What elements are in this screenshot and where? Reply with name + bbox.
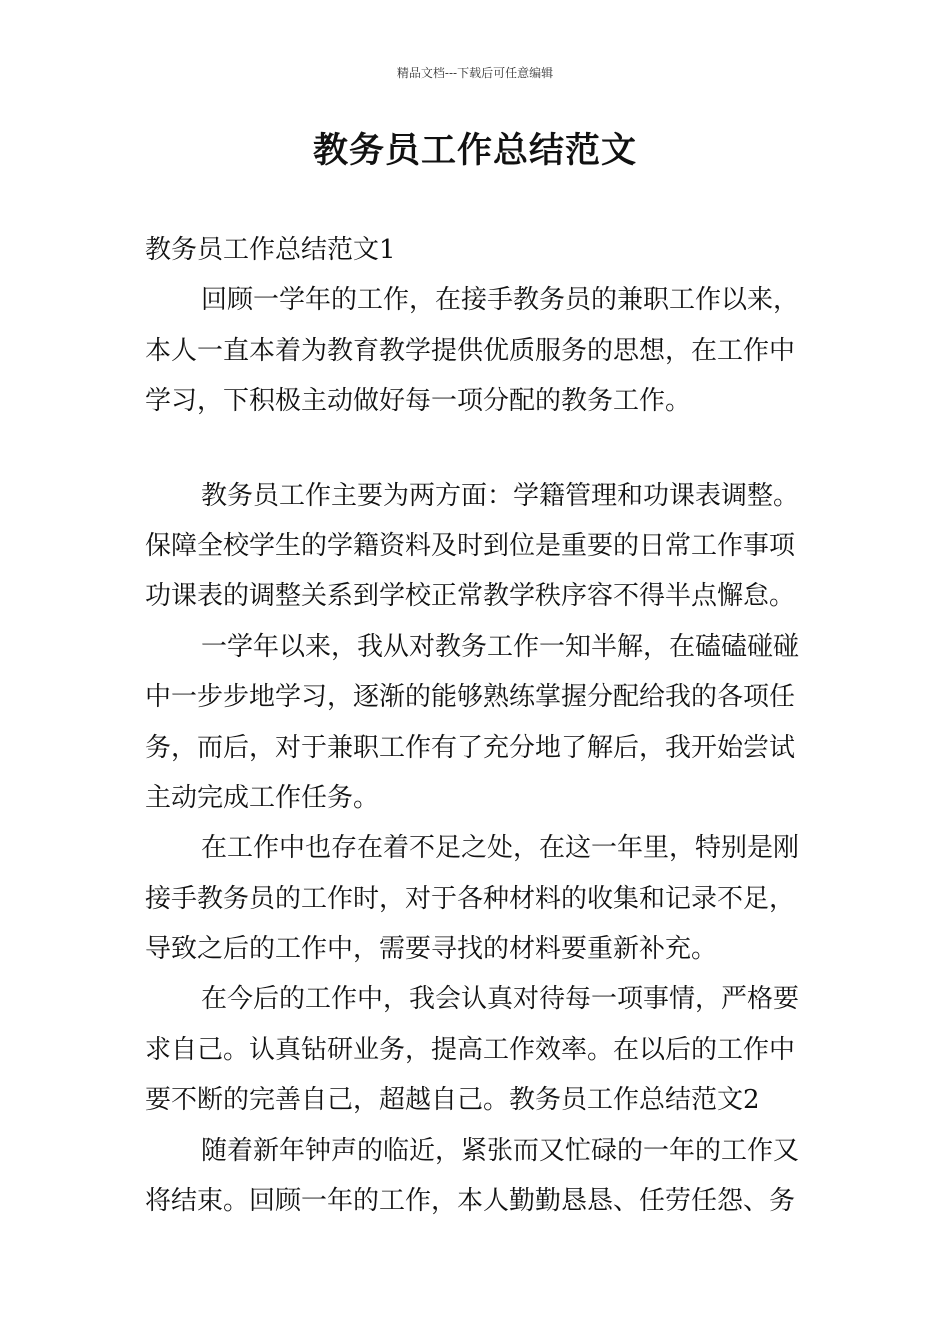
paragraph-line: 中一步步地学习，逐渐的能够熟练掌握分配给我的各项任 <box>145 682 796 713</box>
paragraph-line: 接手教务员的工作时，对于各种材料的收集和记录不足， <box>145 883 796 914</box>
paragraph-line: 在工作中也存在着不足之处，在这一年里，特别是刚 <box>201 833 800 864</box>
paragraph-line: 保障全校学生的学籍资料及时到位是重要的日常工作事项 <box>145 530 796 561</box>
paragraph-line: 本人一直本着为教育教学提供优质服务的思想，在工作中 <box>145 335 796 366</box>
paragraph-line: 在今后的工作中，我会认真对待每一项事情，严格要 <box>201 984 800 1015</box>
paragraph-line: 主动完成工作任务。 <box>145 782 380 813</box>
section-heading-1: 教务员工作总结范文1 <box>145 235 396 265</box>
paragraph-line: 回顾一学年的工作，在接手教务员的兼职工作以来， <box>201 285 800 316</box>
paragraph-line: 功课表的调整关系到学校正常教学秩序容不得半点懈怠。 <box>145 581 796 612</box>
paragraph-line: 随着新年钟声的临近，紧张而又忙碌的一年的工作又 <box>201 1135 800 1166</box>
document-title: 教务员工作总结范文 <box>312 131 637 171</box>
paragraph-gap <box>145 427 810 471</box>
paragraph-line: 导致之后的工作中，需要寻找的材料要重新补充。 <box>145 934 718 965</box>
paragraph-line: 求自己。认真钻研业务，提高工作效率。在以后的工作中 <box>145 1034 796 1065</box>
paragraph-line: 将结束。回顾一年的工作，本人勤勤恳恳、任劳任怨、务 <box>145 1186 796 1217</box>
document-body <box>145 225 810 1226</box>
paragraph-line: 务，而后，对于兼职工作有了充分地了解后，我开始尝试 <box>145 732 796 763</box>
paragraph-line: 教务员工作主要为两方面：学籍管理和功课表调整。 <box>201 480 800 511</box>
page-header-note: 精品文档---下载后可任意编辑 <box>396 66 554 80</box>
paragraph-line: 要不断的完善自己，超越自己。教务员工作总结范文2 <box>145 1085 760 1116</box>
paragraph-line: 一学年以来，我从对教务工作一知半解，在磕磕碰碰 <box>201 631 800 662</box>
paragraph-line: 学习，下积极主动做好每一项分配的教务工作。 <box>145 386 692 417</box>
